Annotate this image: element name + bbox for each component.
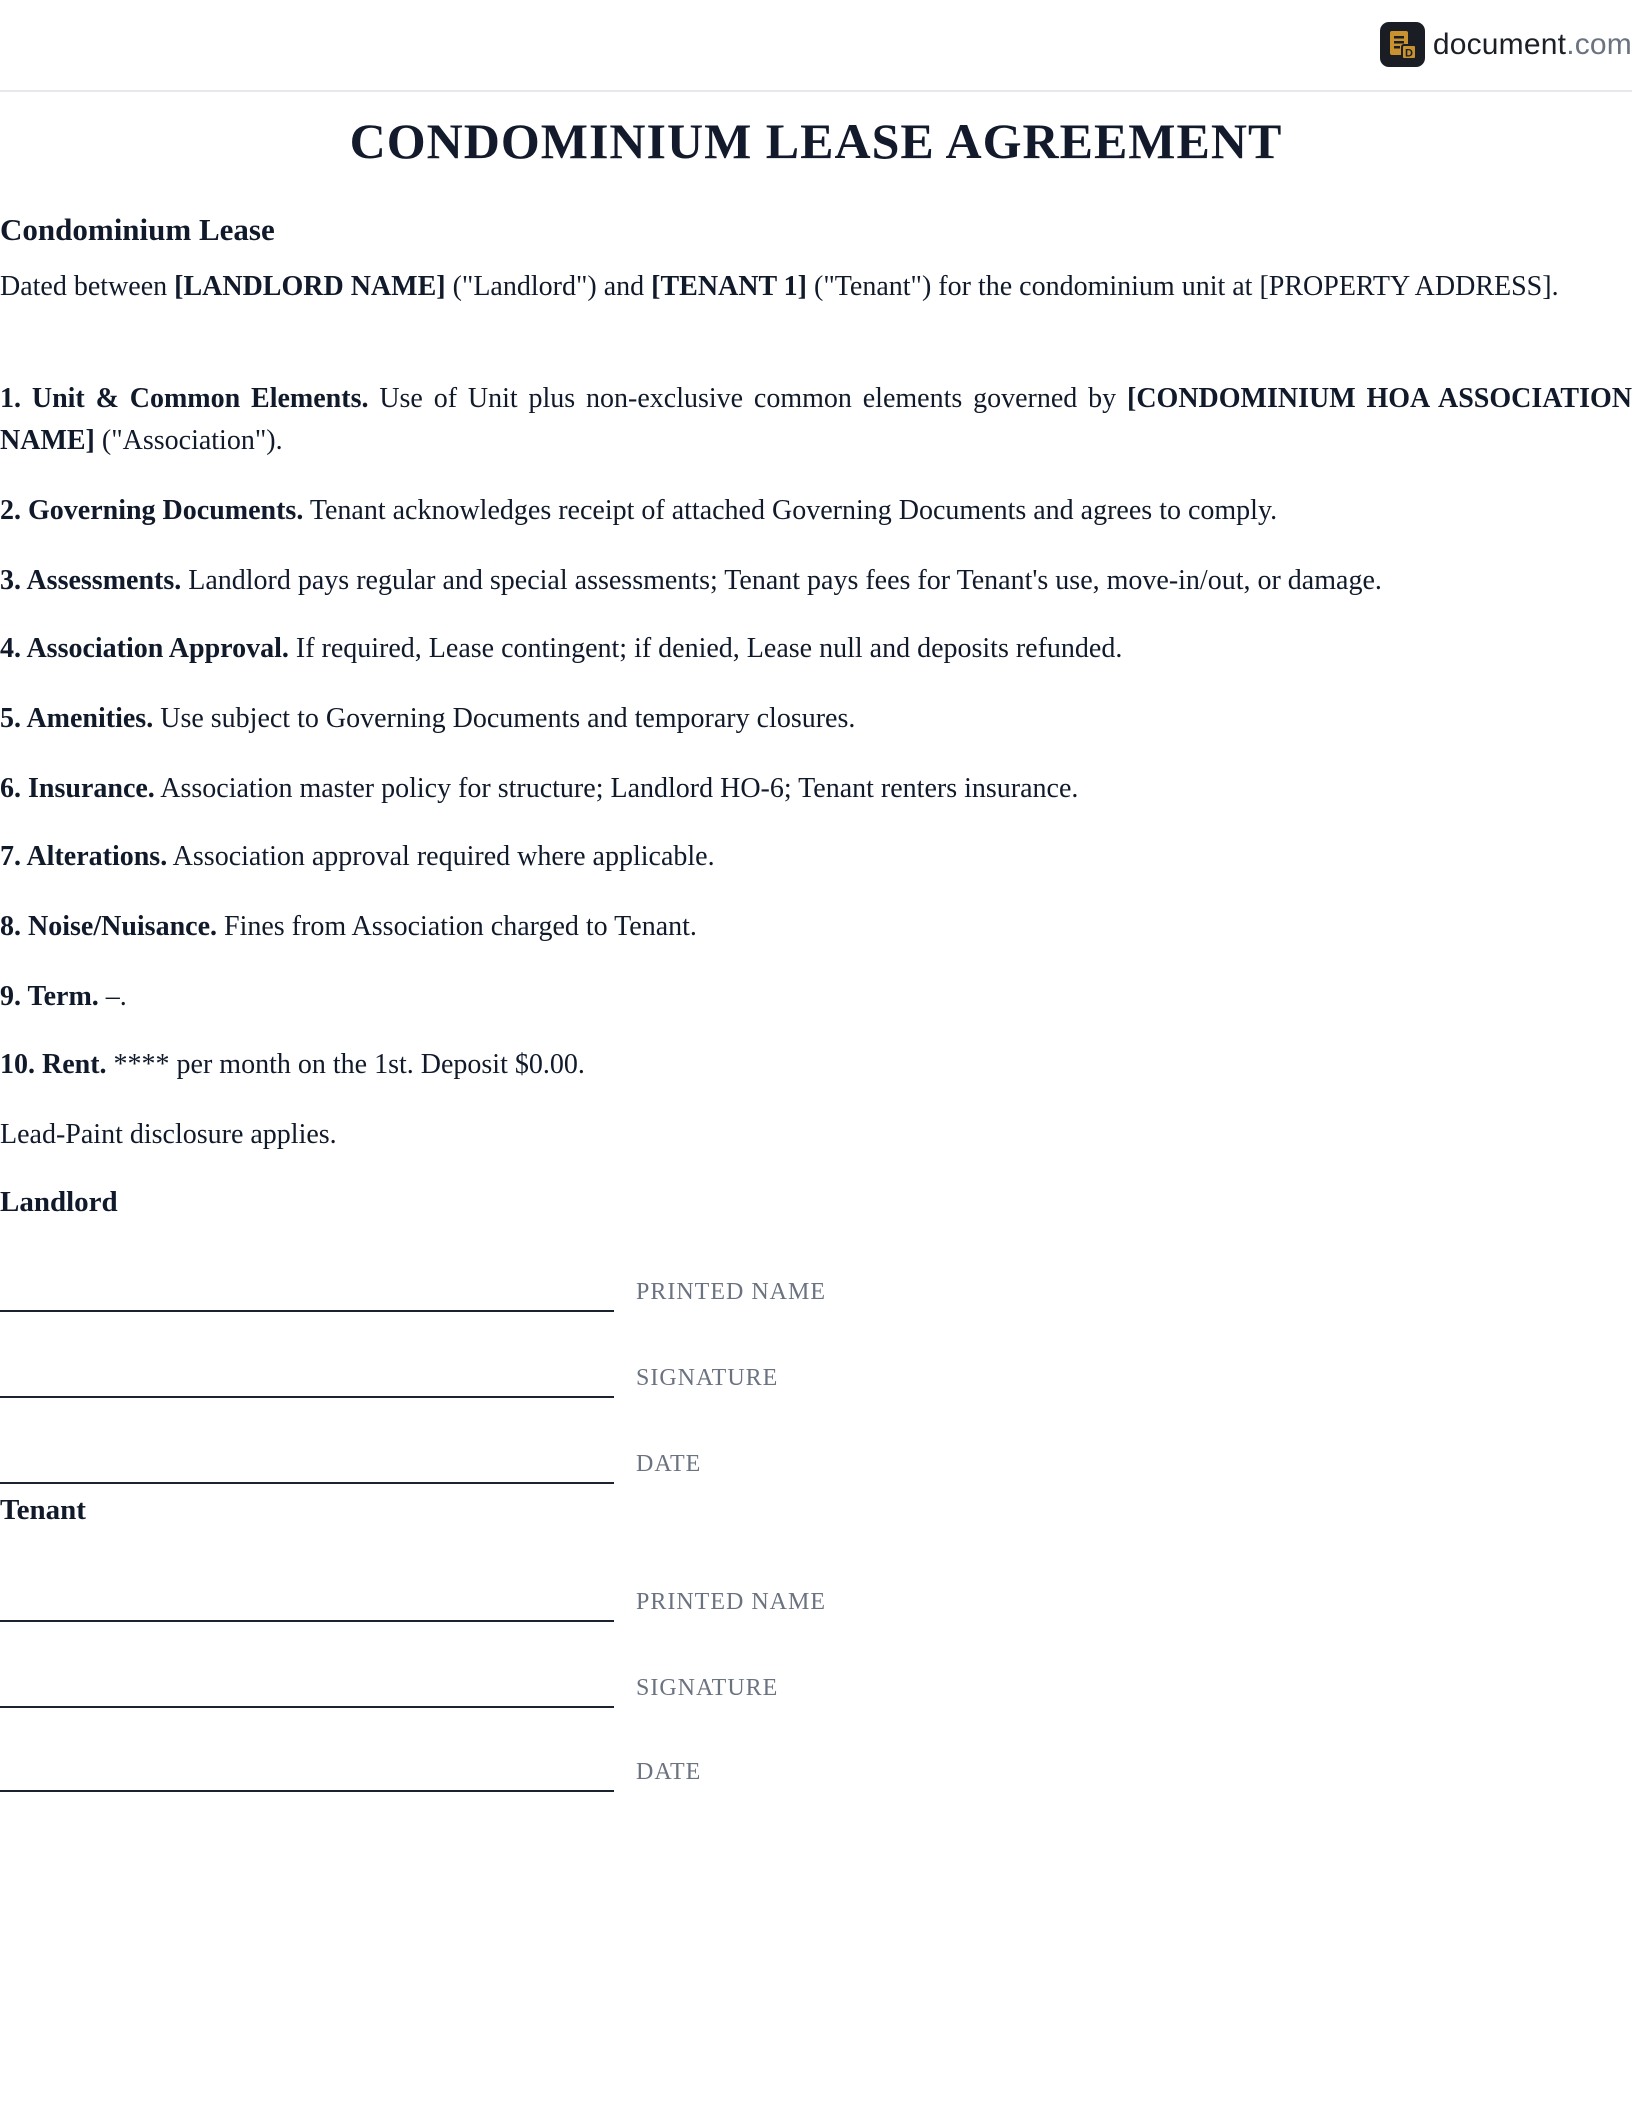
tenant-date-line[interactable]: [0, 1790, 614, 1792]
document-title: CONDOMINIUM LEASE AGREEMENT: [349, 113, 1283, 169]
date-label: DATE: [636, 1759, 702, 1785]
tenant-date-row: [0, 1742, 1000, 1792]
clause-9: 9. Term. –.: [0, 981, 127, 1012]
lead-paint-disclosure: Lead-Paint disclosure applies.: [0, 1119, 337, 1150]
clause-4: 4. Association Approval. If required, Lease contingent; if denied, Lease null and deposits refunded.: [0, 633, 1123, 664]
clause-3: 3. Assessments. Landlord pays regular and special assessments; Tenant pays fees for Tenant's use, move-in/out, or damage.: [0, 565, 1382, 596]
association-name-placeholder: [CONDOMINIUM HOA ASSOCIATION NAME]: [0, 383, 1632, 456]
clause-8: 8. Noise/Nuisance. Fines from Association charged to Tenant.: [0, 911, 697, 942]
tenant-printed-name-row: [0, 1572, 1000, 1622]
signature-label: SIGNATURE: [636, 1365, 779, 1391]
intro-paragraph: Dated between [LANDLORD NAME] ("Landlord") and [TENANT 1] ("Tenant") for the condominium unit at [PROPERTY ADDRESS].: [0, 271, 1559, 302]
tenant-printed-name-line[interactable]: [0, 1620, 614, 1622]
clause-1: 1. Unit & Common Elements. Use of Unit plus non-exclusive common elements governed by [CONDOMINIUM HOA ASSOCIATION NAME] ("Association").: [0, 383, 1632, 456]
svg-text:D: D: [1405, 47, 1414, 59]
tenant-signature-row: [0, 1658, 1000, 1708]
clause-10: 10. Rent. **** per month on the 1st. Deposit $0.00.: [0, 1049, 585, 1080]
landlord-heading: Landlord: [0, 1186, 118, 1218]
clause-7: 7. Alterations. Association approval required where applicable.: [0, 841, 715, 872]
brand[interactable]: [1380, 22, 1632, 67]
signature-label: SIGNATURE: [636, 1675, 779, 1701]
clause-2: 2. Governing Documents. Tenant acknowledges receipt of attached Governing Documents and agrees to comply.: [0, 495, 1278, 526]
tenant-name-placeholder: [TENANT 1]: [651, 271, 807, 302]
landlord-date-row: [0, 1434, 1000, 1484]
landlord-name-placeholder: [LANDLORD NAME]: [174, 271, 446, 302]
landlord-signature-line[interactable]: [0, 1396, 614, 1398]
printed-name-label: PRINTED NAME: [636, 1589, 826, 1615]
tenant-heading: Tenant: [0, 1494, 86, 1526]
top-bar: [0, 0, 1632, 92]
landlord-signature-row: [0, 1348, 1000, 1398]
landlord-date-line[interactable]: [0, 1482, 614, 1484]
clause-5: 5. Amenities. Use subject to Governing Documents and temporary closures.: [0, 703, 856, 734]
landlord-printed-name-line[interactable]: [0, 1310, 614, 1312]
clause-6: 6. Insurance. Association master policy for structure; Landlord HO-6; Tenant renters insurance.: [0, 773, 1079, 804]
document-logo-icon: [1380, 22, 1425, 67]
brand-name: document.com: [1432, 27, 1632, 61]
tenant-signature-line[interactable]: [0, 1706, 614, 1708]
date-label: DATE: [636, 1451, 702, 1477]
printed-name-label: PRINTED NAME: [636, 1279, 826, 1305]
landlord-printed-name-row: [0, 1262, 1000, 1312]
section-heading: Condominium Lease: [0, 212, 275, 247]
